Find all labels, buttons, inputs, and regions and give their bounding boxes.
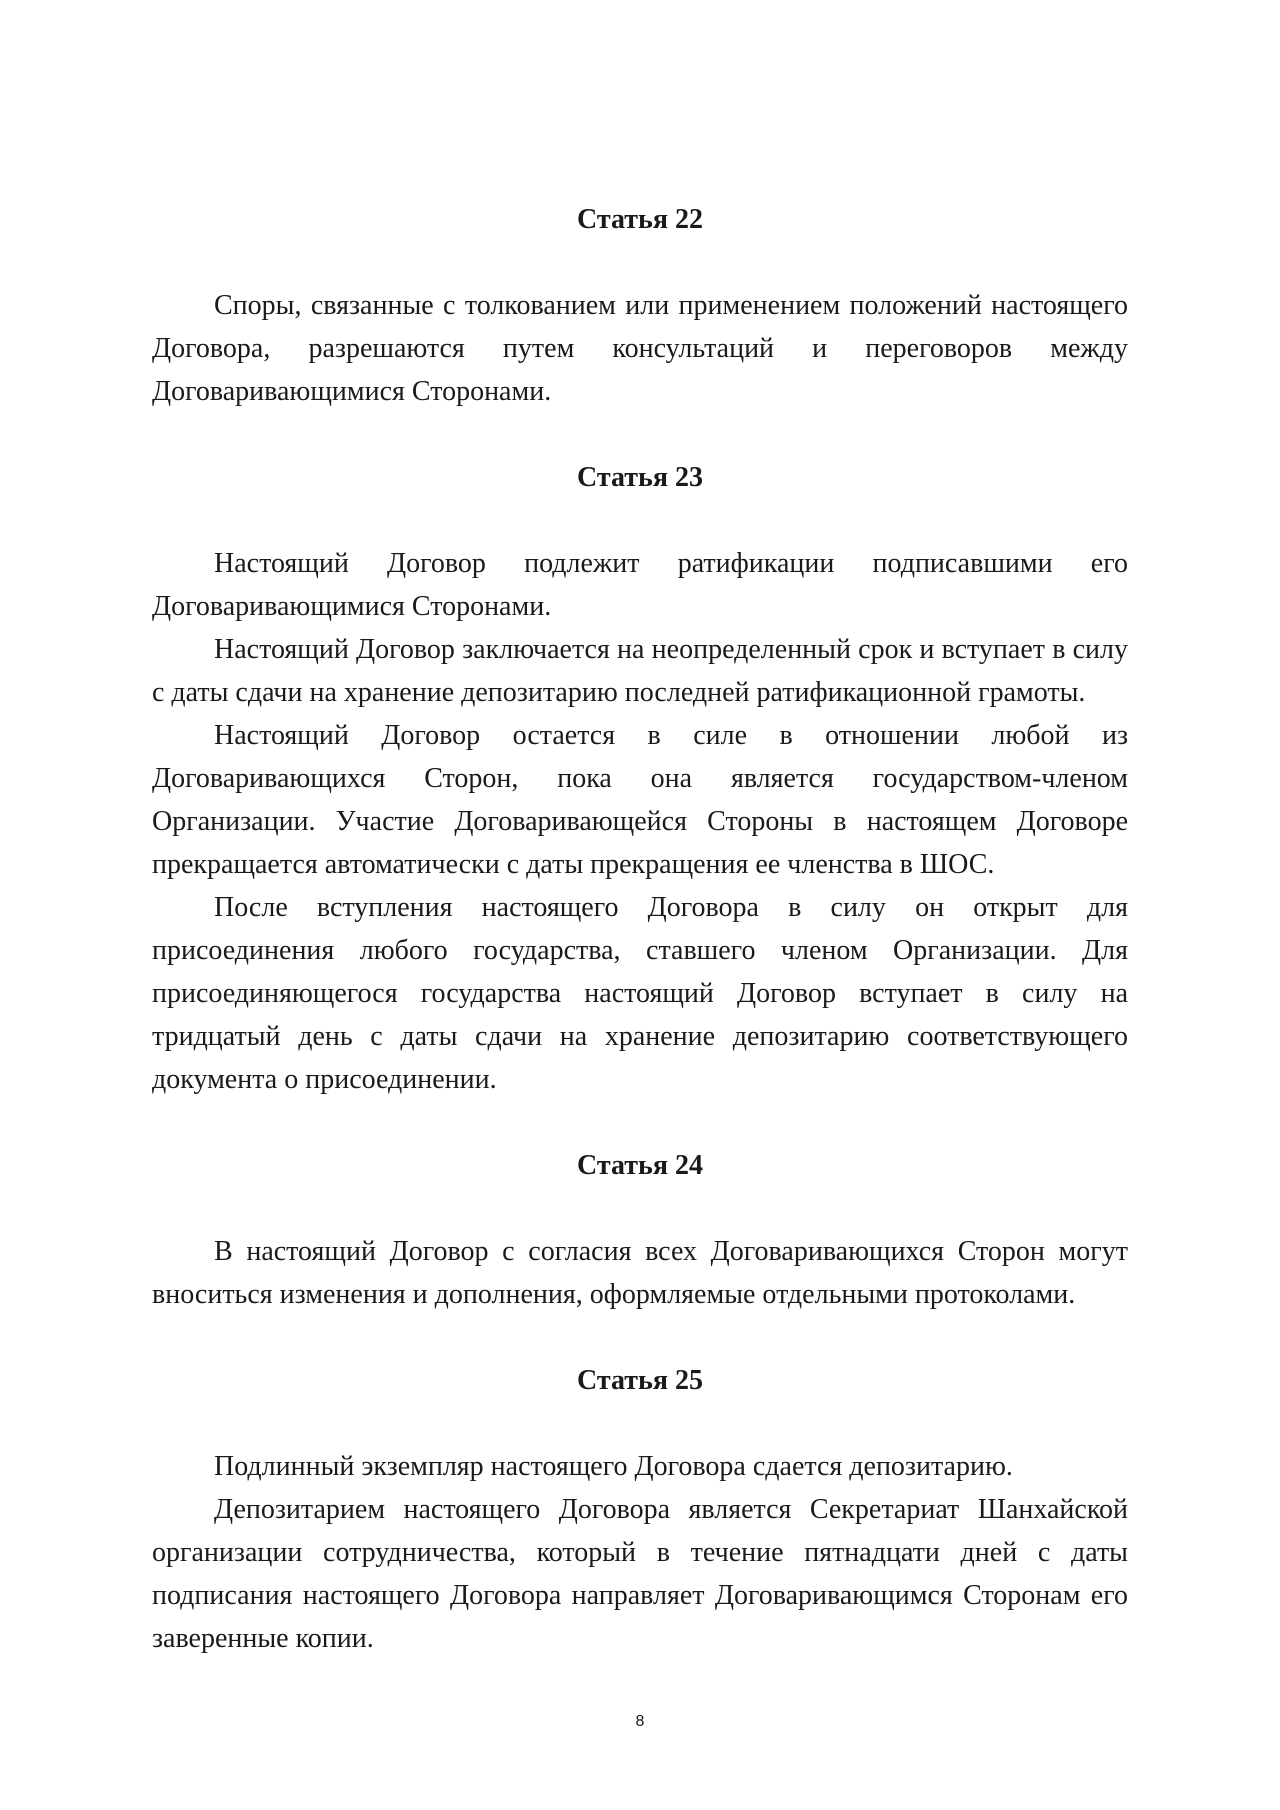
article-title: Статья 23 xyxy=(577,462,703,493)
paragraph: Настоящий Договор остается в силе в отношении любой из Договаривающихся Сторон, пока она является государством-членом Организации. Участие Договаривающейся Стороны в настоящем Договоре прекращается автоматически с даты прекращения ее членства в ШОС. xyxy=(152,720,1128,880)
article-23 xyxy=(152,456,1128,1101)
article-title: Статья 22 xyxy=(577,204,703,235)
paragraph: Подлинный экземпляр настоящего Договора сдается депозитарию. xyxy=(214,1451,1013,1482)
article-25 xyxy=(152,1359,1128,1660)
paragraph: В настоящий Договор с согласия всех Договаривающихся Сторон могут вноситься изменения и дополнения, оформляемые отдельными протоколами. xyxy=(152,1236,1128,1310)
paragraph: Депозитарием настоящего Договора является Секретариат Шанхайской организации сотрудничества, который в течение пятнадцати дней с даты подписания настоящего Договора направляет Договаривающимся Сторонам его заверенные копии. xyxy=(152,1494,1128,1654)
paragraph: После вступления настоящего Договора в силу он открыт для присоединения любого государства, ставшего членом Организации. Для присоединяющегося государства настоящий Договор вступает в силу на тридцатый день с даты сдачи на хранение депозитарию соответствующего документа о присоединении. xyxy=(152,892,1128,1095)
article-title: Статья 25 xyxy=(577,1365,703,1396)
article-title: Статья 24 xyxy=(577,1150,703,1181)
paragraph: Настоящий Договор заключается на неопределенный срок и вступает в силу с даты сдачи на хранение депозитарию последней ратификационной грамоты. xyxy=(152,634,1128,708)
paragraph: Настоящий Договор подлежит ратификации подписавшими его Договаривающимися Сторонами. xyxy=(152,548,1128,622)
document-body xyxy=(152,198,1128,1660)
page-number: 8 xyxy=(635,1713,645,1730)
article-22 xyxy=(152,198,1128,413)
article-24 xyxy=(152,1144,1128,1316)
paragraph: Споры, связанные с толкованием или применением положений настоящего Договора, разрешаются путем консультаций и переговоров между Договаривающимися Сторонами. xyxy=(152,290,1128,407)
